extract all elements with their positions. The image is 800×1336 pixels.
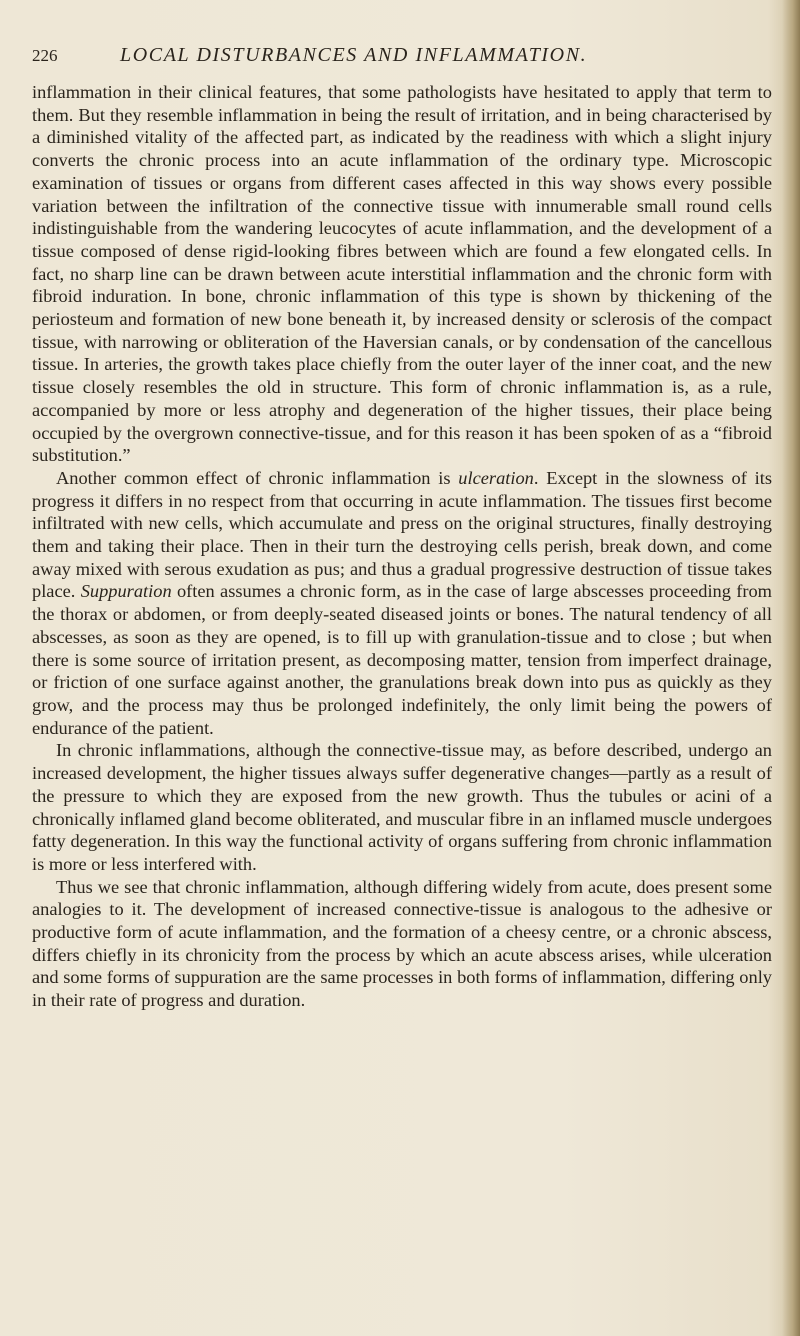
text-segment: inflammation in their clinical features, that some pathologists have hesitated to apply that term to them. But they resemble inflammation in being the result of irritation, and in being characterised by a diminished vitality of the affected part, as indicated by the readiness with which a slight injury converts the chronic process into an acute inflammation of the ordinary type. Microscopic examination of tissues or organs from different cases affected in this way shows every possible variation between the infiltration of the connective tissue with innumerable small round cells indistinguishable from the wandering leucocytes of acute inflammation, and the development of a tissue composed of dense rigid-looking fibres between which are found a few elongated cells. In fact, no sharp line can be drawn between acute interstitial inflammation and the chronic form with fibroid induration. In bone, chronic inflammation of this type is shown by thickening of the periosteum and formation of new bone beneath it, by increased density or sclerosis of the compact tissue, with narrowing or obliteration of the Haversian canals, or by condensation of the cancellous tissue. In arteries, the growth takes place chiefly from the outer layer of the inner coat, and the new tissue closely resembles the old in structure. This form of chronic inflammation is, as a rule, accompanied by more or less atrophy and degeneration of the higher tissues, their place being occupied by the overgrown connective-tissue, and for this reason it has been spoken of as a “fibroid substitution.” <box>32 82 772 466</box>
text-segment: In chronic inflammations, although the connective-tissue may, as before described, undergo an increased development, the higher tissues always suffer degenerative changes—partly as a result of the pressure to which they are exposed from the new growth. Thus the tubules or acini of a chronically inflamed gland become obliterated, and muscular fibre in an inflamed muscle undergoes fatty degeneration. In this way the functional activity of organs suffering from chronic inflammation is more or less interfered with. <box>32 740 772 874</box>
italic-term-suppuration: Suppuration <box>80 581 172 602</box>
page-number: 226 <box>32 46 58 65</box>
text-segment: . Except in the slowness of its progress it differs in no respect from that occurring in acute inflammation. The tissues first become infiltrated with new cells, which accumulate and press on the original structures, finally destroying them and taking their place. Then in their turn the destroying cells perish, break down, and come away mixed with serous exudation as pus; and thus a gradual progressive destruction of tissue takes place. <box>32 467 772 602</box>
page-edge-shadow <box>782 0 800 1336</box>
page-header <box>32 44 772 74</box>
paragraph <box>32 739 772 875</box>
paragraph <box>32 876 772 1012</box>
body-text <box>32 81 772 1012</box>
text-segment: Another common effect of chronic inflammation is <box>56 467 459 488</box>
italic-term-ulceration: ulceration <box>458 467 534 488</box>
paragraph <box>32 467 772 739</box>
text-segment: Thus we see that chronic inflammation, although differing widely from acute, does present some analogies to it. The development of increased connective-tissue is analogous to the adhesive or productive form of acute inflammation, and the formation of a cheesy centre, or a chronic abscess, differs chiefly in its chronicity from the process by which an acute abscess arises, while ulceration and some forms of suppuration are the same processes in both forms of inflammation, differing only in their rate of progress and duration. <box>32 876 772 1011</box>
text-segment: often assumes a chronic form, as in the case of large abscesses proceeding from the thorax or abdomen, or from deeply-seated diseased joints or bones. The natural tendency of all abscesses, as soon as they are opened, is to fill up with granulation-tissue and to close ; but when there is some source of irritation present, as decomposing matter, tension from imperfect drainage, or friction of one surface against another, the granulations break down into pus as quickly as they grow, and the process may thus be prolonged indefinitely, the only limit being the powers of endurance of the patient. <box>32 581 772 738</box>
paragraph <box>32 81 772 467</box>
running-head: LOCAL DISTURBANCES AND INFLAMMATION. <box>120 44 588 66</box>
